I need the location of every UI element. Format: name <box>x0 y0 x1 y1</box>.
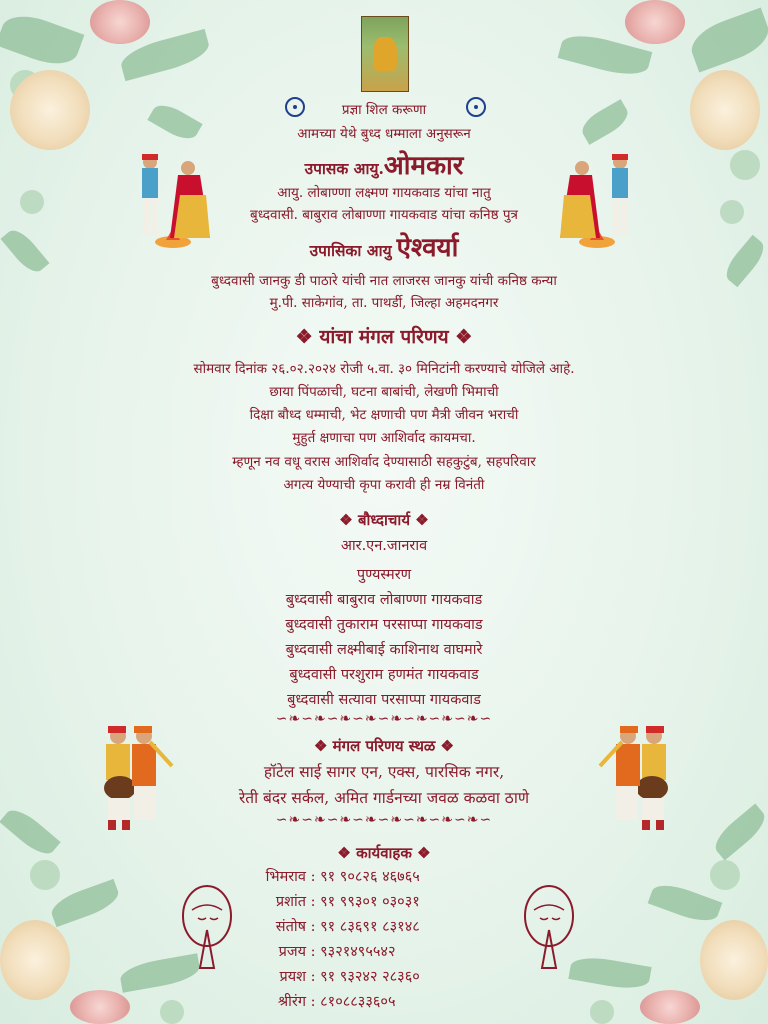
organizer-row: श्रीरंग : ८१०८८३३६०५ <box>248 991 520 1016</box>
groom-name-line <box>0 146 768 182</box>
ornamental-divider-bottom: ∽❧∽❧∽❧∽❧∽❧∽❧∽❧∽❧∽ <box>275 812 493 828</box>
organizer-phone: ८१०८८३३६०५ <box>320 994 396 1010</box>
memorial-heading: पुण्यस्मरण <box>356 567 412 583</box>
bride-detail-1: बुध्दवासी जानकु डी पाठारे यांची नात लाजरस जानकु यांची कनिष्ठ कन्या <box>211 273 557 289</box>
ceremony-line-5: म्हणून नव वधू वरास आशिर्वाद देण्यासाठी सहकुटुंब, सहपरिवार <box>232 454 536 470</box>
groom-name: ओमकार <box>383 151 464 181</box>
organizer-name: श्रीरंग <box>277 994 306 1010</box>
venue-line-1: हॉटेल साई सागर एन, एक्स, पारसिक नगर, <box>263 763 505 781</box>
groom-prefix: उपासक आयु. <box>304 159 384 178</box>
acharya-name: आर.एन.जानराव <box>340 538 428 554</box>
buddha-image <box>361 16 409 92</box>
bride-name-line <box>0 228 768 264</box>
invocation-text: प्रज्ञा शिल करूणा <box>341 102 427 118</box>
organizer-name: संतोष <box>275 919 306 935</box>
venue-heading: ❖ मंगल परिणय स्थळ ❖ <box>314 737 454 755</box>
ceremony-line-4: मुहुर्त क्षणाचा पण आशिर्वाद कायमचा. <box>292 430 476 446</box>
organizer-row: प्रजय : ९३२१४९५५४२ <box>248 941 520 966</box>
organizer-name: भिमराव <box>265 869 306 885</box>
groom-detail-2: बुध्दवासी. बाबुराव लोबाण्णा गायकवाड यांचा कनिष्ठ पुत्र <box>250 207 518 223</box>
organizer-phone: ९१ ९०८२६ ४६७६५ <box>320 869 420 885</box>
ceremony-line-6: अगत्य येण्याची कृपा करावी ही नम्र विनंती <box>283 477 485 493</box>
organizer-row: भिमराव : ९१ ९०८२६ ४६७६५ <box>248 866 520 891</box>
groom-detail-1: आयु. लोबाण्णा लक्ष्मण गायकवाड यांचा नातु <box>277 185 491 201</box>
organizer-row: संतोष : ९१ ८३६९१ ८३१४८ <box>248 916 520 941</box>
ceremony-line-1: सोमवार दिनांक २६.०२.२०२४ रोजी ५.वा. ३० मिनिटांनी करण्याचे योजिले आहे. <box>193 361 575 377</box>
organizers-heading: ❖ कार्यवाहक ❖ <box>337 844 431 862</box>
ceremony-heading: ❖ यांचा मंगल परिणय ❖ <box>295 326 473 348</box>
memorial-name: बुध्दवासी तुकाराम परसाप्पा गायकवाड <box>285 617 483 633</box>
bride-detail-2: मु.पी. साकेगांव, ता. पाथर्डी, जिल्हा अहमदनगर <box>269 295 499 311</box>
memorial-name: बुध्दवासी परशुराम हणमंत गायकवाड <box>289 667 479 683</box>
organizers-list <box>248 866 520 1016</box>
acharya-heading: ❖ बौध्दाचार्य ❖ <box>339 511 429 529</box>
ornamental-divider-top: ∽❧∽❧∽❧∽❧∽❧∽❧∽❧∽❧∽ <box>275 711 493 727</box>
venue-line-2: रेती बंदर सर्कल, अमित गार्डनच्या जवळ कळवा ठाणे <box>238 789 530 807</box>
organizer-phone: ९१ ९९३०१ ०३०३१ <box>320 894 420 910</box>
organizer-row: प्रयश : ९१ ९३२४२ २८३६० <box>248 966 520 991</box>
memorial-name: बुध्दवासी सत्यावा परसाप्पा गायकवाड <box>287 692 481 708</box>
namaste-face-icon-left <box>178 882 236 970</box>
memorial-name: बुध्दवासी लक्ष्मीबाई काशिनाथ वाघमारे <box>285 642 483 658</box>
bride-prefix: उपासिका आयु <box>309 241 392 260</box>
organizer-phone: ९१ ९३२४२ २८३६० <box>320 969 420 985</box>
ceremony-line-3: दिक्षा बौध्द धम्माची, भेट क्षणाची पण मैत्री जीवन भराची <box>249 407 519 423</box>
organizer-phone: ९३२१४९५५४२ <box>320 944 396 960</box>
organizer-phone: ९१ ८३६९१ ८३१४८ <box>320 919 420 935</box>
bride-name: ऐश्वर्या <box>396 233 459 263</box>
organizer-row: प्रशांत : ९१ ९९३०१ ०३०३१ <box>248 891 520 916</box>
memorial-name: बुध्दवासी बाबुराव लोबाण्णा गायकवाड <box>285 592 483 608</box>
organizer-name: प्रशांत <box>275 894 306 910</box>
organizer-name: प्रजय <box>278 944 306 960</box>
namaste-face-icon-right <box>520 882 578 970</box>
ceremony-line-2: छाया पिंपळाची, घटना बाबांची, लेखणी भिमाची <box>269 384 499 400</box>
intro-text: आमच्या येथे बुध्द धम्माला अनुसरून <box>297 126 471 142</box>
organizer-name: प्रयश <box>279 969 306 985</box>
